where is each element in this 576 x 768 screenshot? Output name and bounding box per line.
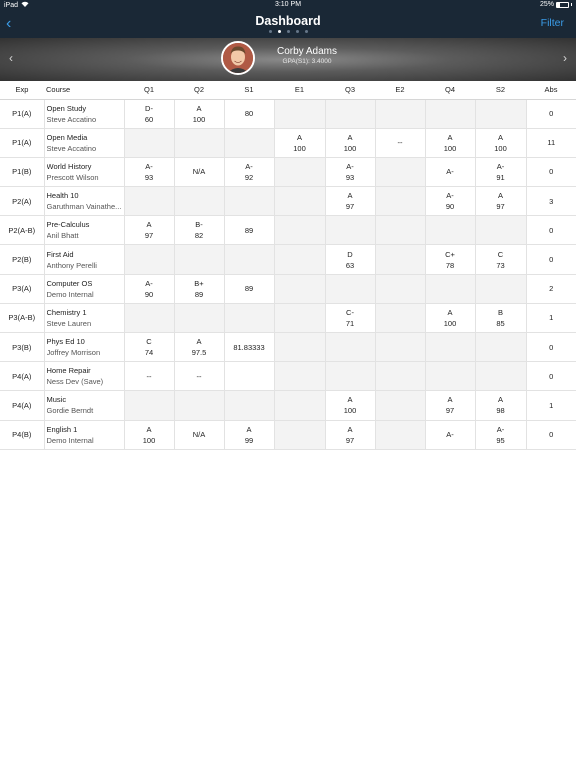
grade-letter: A- <box>496 424 505 434</box>
grade-cell-q1 <box>124 245 174 274</box>
teacher-name: Prescott Wilson <box>46 172 99 182</box>
grade-cell-q4[interactable] <box>425 303 475 332</box>
course-cell[interactable] <box>44 187 124 216</box>
course-name: Pre-Calculus <box>46 220 90 230</box>
grade-cell-s2[interactable] <box>475 420 526 449</box>
course-cell[interactable] <box>44 333 124 362</box>
table-row[interactable] <box>0 274 576 303</box>
grade-cell-q2 <box>174 303 224 332</box>
exp-cell: P4(B) <box>0 420 44 449</box>
course-name: Music <box>46 395 67 405</box>
grade-score: 100 <box>443 143 457 153</box>
grade-cell-s1 <box>224 187 274 216</box>
grade-score: 100 <box>293 143 306 153</box>
grade-cell-q2[interactable] <box>174 274 224 303</box>
course-name: Home Repair <box>46 366 91 376</box>
course-name: Open Study <box>46 103 87 113</box>
grade-score: 91 <box>496 172 505 182</box>
grade-cell-s2[interactable] <box>475 391 526 420</box>
student-photo <box>223 43 253 73</box>
teacher-name: Gordie Berndt <box>46 406 94 416</box>
course-name: Phys Ed 10 <box>46 337 85 347</box>
absences-cell: 11 <box>526 128 576 157</box>
course-name: Computer OS <box>46 278 93 288</box>
grade-cell-e1[interactable] <box>274 128 325 157</box>
grade-letter: D <box>347 249 353 259</box>
grade-letter: A- <box>145 161 153 171</box>
table-row[interactable] <box>0 128 576 157</box>
grade-score: 95 <box>496 435 505 445</box>
grade-cell-q2[interactable] <box>174 420 224 449</box>
grade-cell-q2 <box>174 128 224 157</box>
grade-cell-q4[interactable] <box>425 420 475 449</box>
grade-cell-s1 <box>224 245 274 274</box>
column-header-s1[interactable]: S1 <box>224 81 274 99</box>
grade-cell-s1[interactable] <box>224 420 274 449</box>
grade-score: 90 <box>144 289 154 299</box>
grade-letter: A- <box>145 278 153 288</box>
device-label: iPad <box>4 1 19 9</box>
grade-cell-q4 <box>425 99 475 128</box>
grade-cell-s2[interactable] <box>475 157 526 186</box>
grade-score: 90 <box>445 202 455 212</box>
grade-cell-q4[interactable] <box>425 157 475 186</box>
grade-score: 89 <box>194 289 204 299</box>
course-name: English 1 <box>46 424 78 434</box>
teacher-name: Joffrey Morrison <box>46 348 101 358</box>
grade-score: 97 <box>445 406 455 416</box>
column-header-s2[interactable]: S2 <box>475 81 526 99</box>
teacher-name: Anil Bhatt <box>46 231 79 241</box>
grade-cell-s2 <box>475 216 526 245</box>
grade-score: 73 <box>496 260 505 270</box>
exp-cell: P4(A) <box>0 391 44 420</box>
grade-score: 92 <box>244 172 254 182</box>
column-header-q3[interactable]: Q3 <box>325 81 375 99</box>
exp-cell: P1(A) <box>0 128 44 157</box>
table-row[interactable] <box>0 391 576 420</box>
grade-cell-s2 <box>475 333 526 362</box>
grade-cell-e2[interactable] <box>375 128 425 157</box>
grade-cell-e1 <box>274 216 325 245</box>
grade-cell-s2 <box>475 274 526 303</box>
page-dot[interactable] <box>305 30 308 33</box>
grade-letter: C+ <box>445 249 455 259</box>
status-bar <box>0 0 576 11</box>
absences-cell: 0 <box>526 157 576 186</box>
grade-letter: -- <box>146 371 152 381</box>
column-header-exp[interactable]: Exp <box>0 81 44 99</box>
grade-cell-q3[interactable] <box>325 128 375 157</box>
grade-cell-s1[interactable] <box>224 362 274 391</box>
grade-cell-q2 <box>174 187 224 216</box>
grade-cell-q1 <box>124 391 174 420</box>
teacher-name: Demo Internal <box>46 435 94 445</box>
exp-cell: P4(A) <box>0 362 44 391</box>
column-header-course[interactable]: Course <box>44 81 124 99</box>
grade-cell-q3 <box>325 216 375 245</box>
table-row[interactable] <box>0 420 576 449</box>
absences-cell: 0 <box>526 333 576 362</box>
grade-score: 93 <box>345 172 355 182</box>
grade-letter: A <box>497 132 503 142</box>
grade-score: 97 <box>496 202 505 212</box>
grade-cell-s1 <box>224 391 274 420</box>
grade-letter: B+ <box>194 278 204 288</box>
grade-cell-s1[interactable] <box>224 99 274 128</box>
grade-cell-s2[interactable] <box>475 245 526 274</box>
grade-cell-q1[interactable] <box>124 157 174 186</box>
grade-letter: A <box>146 424 152 434</box>
grade-cell-q2[interactable] <box>174 157 224 186</box>
grade-letter: -- <box>397 138 403 148</box>
teacher-name: Garuthman Vainathe... <box>46 202 122 212</box>
exp-cell: P2(A-B) <box>0 216 44 245</box>
grade-cell-e1 <box>274 362 325 391</box>
next-student-arrow-icon[interactable]: › <box>563 51 567 65</box>
grade-cell-e1 <box>274 99 325 128</box>
column-header-e1[interactable]: E1 <box>274 81 325 99</box>
grade-cell-e1 <box>274 245 325 274</box>
grade-cell-q2[interactable] <box>174 362 224 391</box>
grade-cell-e1 <box>274 303 325 332</box>
grade-cell-s1 <box>224 128 274 157</box>
grade-cell-s2[interactable] <box>475 187 526 216</box>
grade-cell-q1[interactable] <box>124 216 174 245</box>
grade-letter: A- <box>446 191 454 201</box>
status-time: 3:10 PM <box>274 1 302 8</box>
table-row[interactable] <box>0 157 576 186</box>
grade-score: 82 <box>194 231 204 241</box>
column-header-q1[interactable]: Q1 <box>124 81 174 99</box>
grade-score: 81.83333 <box>233 342 265 352</box>
grade-score: 74 <box>144 348 154 358</box>
page-indicator[interactable] <box>0 30 576 33</box>
grade-letter: A <box>447 132 453 142</box>
grades-table <box>0 81 576 450</box>
grade-letter: A <box>497 191 503 201</box>
course-cell[interactable] <box>44 420 124 449</box>
grade-cell-e1 <box>274 157 325 186</box>
grade-cell-q2 <box>174 391 224 420</box>
exp-cell: P1(A) <box>0 99 44 128</box>
course-cell[interactable] <box>44 128 124 157</box>
course-cell[interactable] <box>44 303 124 332</box>
column-header-e2[interactable]: E2 <box>375 81 425 99</box>
table-header-row <box>0 81 576 99</box>
grade-score: 97 <box>345 435 355 445</box>
grade-cell-s1[interactable] <box>224 216 274 245</box>
grade-letter: A <box>347 424 353 434</box>
grade-score: 80 <box>244 109 254 119</box>
column-header-q2[interactable]: Q2 <box>174 81 224 99</box>
grade-cell-e2 <box>375 420 425 449</box>
teacher-name: Demo Internal <box>46 289 94 299</box>
grade-cell-e2 <box>375 187 425 216</box>
grade-cell-s2[interactable] <box>475 303 526 332</box>
grade-cell-q4 <box>425 216 475 245</box>
exp-cell: P3(A-B) <box>0 303 44 332</box>
grade-cell-e2 <box>375 99 425 128</box>
nav-bar <box>0 11 576 38</box>
grade-cell-q3[interactable] <box>325 245 375 274</box>
grade-letter: A- <box>496 161 505 171</box>
teacher-name: Anthony Perelli <box>46 260 97 270</box>
grade-cell-e1 <box>274 420 325 449</box>
grade-score: 97 <box>345 202 355 212</box>
grade-score: 100 <box>343 143 357 153</box>
grade-letter: A <box>196 337 202 347</box>
grade-score: 63 <box>345 260 355 270</box>
avatar[interactable] <box>221 41 255 75</box>
absences-cell: 0 <box>526 216 576 245</box>
grade-letter: A <box>196 103 202 113</box>
grade-letter: N/A <box>192 167 206 177</box>
grade-cell-q1[interactable] <box>124 274 174 303</box>
table-row[interactable] <box>0 333 576 362</box>
grade-letter: C- <box>346 307 354 317</box>
grade-score: 85 <box>496 318 505 328</box>
course-cell[interactable] <box>44 157 124 186</box>
course-name: First Aid <box>46 249 74 259</box>
grade-cell-e1 <box>274 333 325 362</box>
course-name: World History <box>46 161 92 171</box>
grade-score: 93 <box>144 172 154 182</box>
grade-cell-e2 <box>375 157 425 186</box>
grade-cell-q3 <box>325 362 375 391</box>
grade-cell-s1[interactable] <box>224 157 274 186</box>
exp-cell: P3(A) <box>0 274 44 303</box>
grade-cell-q1 <box>124 187 174 216</box>
course-name: Health 10 <box>46 191 79 201</box>
grade-cell-e2 <box>375 362 425 391</box>
grade-score: 100 <box>142 435 156 445</box>
course-cell[interactable] <box>44 362 124 391</box>
grade-score: 100 <box>192 114 206 124</box>
grade-cell-q2[interactable] <box>174 333 224 362</box>
grade-letter: A <box>497 395 503 405</box>
grade-letter: A <box>447 395 453 405</box>
grade-cell-q3 <box>325 99 375 128</box>
grade-letter: C <box>146 337 152 347</box>
grade-cell-q3[interactable] <box>325 391 375 420</box>
grade-cell-q3[interactable] <box>325 157 375 186</box>
grade-score: 97 <box>144 231 154 241</box>
grade-letter: -- <box>196 371 202 381</box>
grade-cell-q1 <box>124 128 174 157</box>
grade-score: 99 <box>244 435 254 445</box>
grade-cell-q4 <box>425 274 475 303</box>
grade-cell-q1[interactable] <box>124 99 174 128</box>
table-row[interactable] <box>0 216 576 245</box>
grade-letter: D- <box>145 103 153 113</box>
table-row[interactable] <box>0 245 576 274</box>
absences-cell: 0 <box>526 245 576 274</box>
grade-score: 100 <box>443 318 457 328</box>
filter-button[interactable]: Filter <box>540 17 564 29</box>
grade-cell-q3 <box>325 333 375 362</box>
previous-student-arrow-icon[interactable]: ‹ <box>9 51 13 65</box>
course-cell[interactable] <box>44 245 124 274</box>
grade-score: 89 <box>244 284 254 294</box>
exp-cell: P2(B) <box>0 245 44 274</box>
grade-cell-q2 <box>174 245 224 274</box>
grade-cell-e2 <box>375 245 425 274</box>
grade-score: 60 <box>144 114 154 124</box>
grade-letter: A <box>296 132 302 142</box>
grade-score: 98 <box>496 406 505 416</box>
student-gpa: GPA(S1): 3.4000 <box>282 58 332 65</box>
grade-score: 78 <box>445 260 455 270</box>
absences-cell: 3 <box>526 187 576 216</box>
page-dot[interactable] <box>287 30 290 33</box>
grade-score: 89 <box>244 225 254 235</box>
grade-cell-q2[interactable] <box>174 216 224 245</box>
battery-icon <box>556 2 569 8</box>
absences-cell: 1 <box>526 391 576 420</box>
grade-letter: C <box>497 249 504 259</box>
battery-tip <box>571 3 572 6</box>
column-header-abs[interactable]: Abs <box>526 81 576 99</box>
grade-letter: B- <box>195 220 203 230</box>
exp-cell: P1(B) <box>0 157 44 186</box>
student-name: Corby Adams <box>276 46 338 57</box>
grade-cell-q3[interactable] <box>325 420 375 449</box>
course-cell[interactable] <box>44 99 124 128</box>
grade-letter: A <box>447 307 453 317</box>
grade-cell-e2 <box>375 391 425 420</box>
grade-cell-q4 <box>425 362 475 391</box>
exp-cell: P2(A) <box>0 187 44 216</box>
absences-cell: 0 <box>526 420 576 449</box>
absences-cell: 0 <box>526 99 576 128</box>
grade-cell-q4[interactable] <box>425 187 475 216</box>
grade-cell-q1[interactable] <box>124 362 174 391</box>
grade-cell-e2 <box>375 303 425 332</box>
course-cell[interactable] <box>44 391 124 420</box>
column-header-q4[interactable]: Q4 <box>425 81 475 99</box>
page-title: Dashboard <box>255 14 321 28</box>
grade-cell-q3 <box>325 274 375 303</box>
grade-letter: A- <box>346 161 354 171</box>
course-name: Chemistry 1 <box>46 307 87 317</box>
absences-cell: 2 <box>526 274 576 303</box>
battery-percent: 25% <box>539 1 554 8</box>
teacher-name: Steve Accatino <box>46 114 97 124</box>
student-header <box>0 38 576 81</box>
grade-letter: A <box>146 220 152 230</box>
course-cell[interactable] <box>44 274 124 303</box>
grade-letter: A <box>347 191 353 201</box>
teacher-name: Steve Accatino <box>46 143 97 153</box>
grade-cell-s1[interactable] <box>224 333 274 362</box>
table-row[interactable] <box>0 187 576 216</box>
grade-cell-e1 <box>274 187 325 216</box>
grade-cell-q1 <box>124 303 174 332</box>
grade-letter: A- <box>446 430 454 440</box>
grade-cell-q4[interactable] <box>425 128 475 157</box>
grade-cell-e2 <box>375 274 425 303</box>
page-dot[interactable] <box>296 30 299 33</box>
table-row[interactable] <box>0 99 576 128</box>
grade-score: 97.5 <box>191 348 207 358</box>
grade-cell-e2 <box>375 216 425 245</box>
grade-cell-q3[interactable] <box>325 303 375 332</box>
grade-cell-q3[interactable] <box>325 187 375 216</box>
grade-score: 71 <box>345 318 355 328</box>
teacher-name: Steve Lauren <box>46 318 92 328</box>
grade-cell-q4[interactable] <box>425 245 475 274</box>
grade-letter: A <box>246 424 252 434</box>
absences-cell: 0 <box>526 362 576 391</box>
grade-cell-q1[interactable] <box>124 420 174 449</box>
grade-cell-s2 <box>475 362 526 391</box>
grade-cell-s2 <box>475 99 526 128</box>
course-cell[interactable] <box>44 216 124 245</box>
page-dot[interactable] <box>278 30 281 33</box>
table-row[interactable] <box>0 303 576 332</box>
grade-letter: N/A <box>192 430 206 440</box>
grade-score: 100 <box>494 143 507 153</box>
grade-letter: A <box>347 132 353 142</box>
grade-letter: A- <box>446 167 454 177</box>
grade-letter: A <box>347 395 353 405</box>
grade-cell-s1[interactable] <box>224 274 274 303</box>
grade-letter: B <box>497 307 503 317</box>
grade-cell-s2[interactable] <box>475 128 526 157</box>
absences-cell: 1 <box>526 303 576 332</box>
status-right <box>540 1 572 8</box>
grade-cell-e2 <box>375 333 425 362</box>
grade-cell-e1 <box>274 274 325 303</box>
grade-score: 100 <box>343 406 357 416</box>
grade-cell-q1[interactable] <box>124 333 174 362</box>
teacher-name: Ness Dev (Save) <box>46 377 104 387</box>
grade-cell-q4[interactable] <box>425 391 475 420</box>
back-button[interactable]: ‹ <box>6 15 12 32</box>
table-row[interactable] <box>0 362 576 391</box>
grade-cell-s1 <box>224 303 274 332</box>
grade-cell-q2[interactable] <box>174 99 224 128</box>
grade-cell-e1 <box>274 391 325 420</box>
grade-cell-q4 <box>425 333 475 362</box>
exp-cell: P3(B) <box>0 333 44 362</box>
page-dot[interactable] <box>269 30 272 33</box>
grade-letter: A- <box>245 161 253 171</box>
course-name: Open Media <box>46 132 88 142</box>
